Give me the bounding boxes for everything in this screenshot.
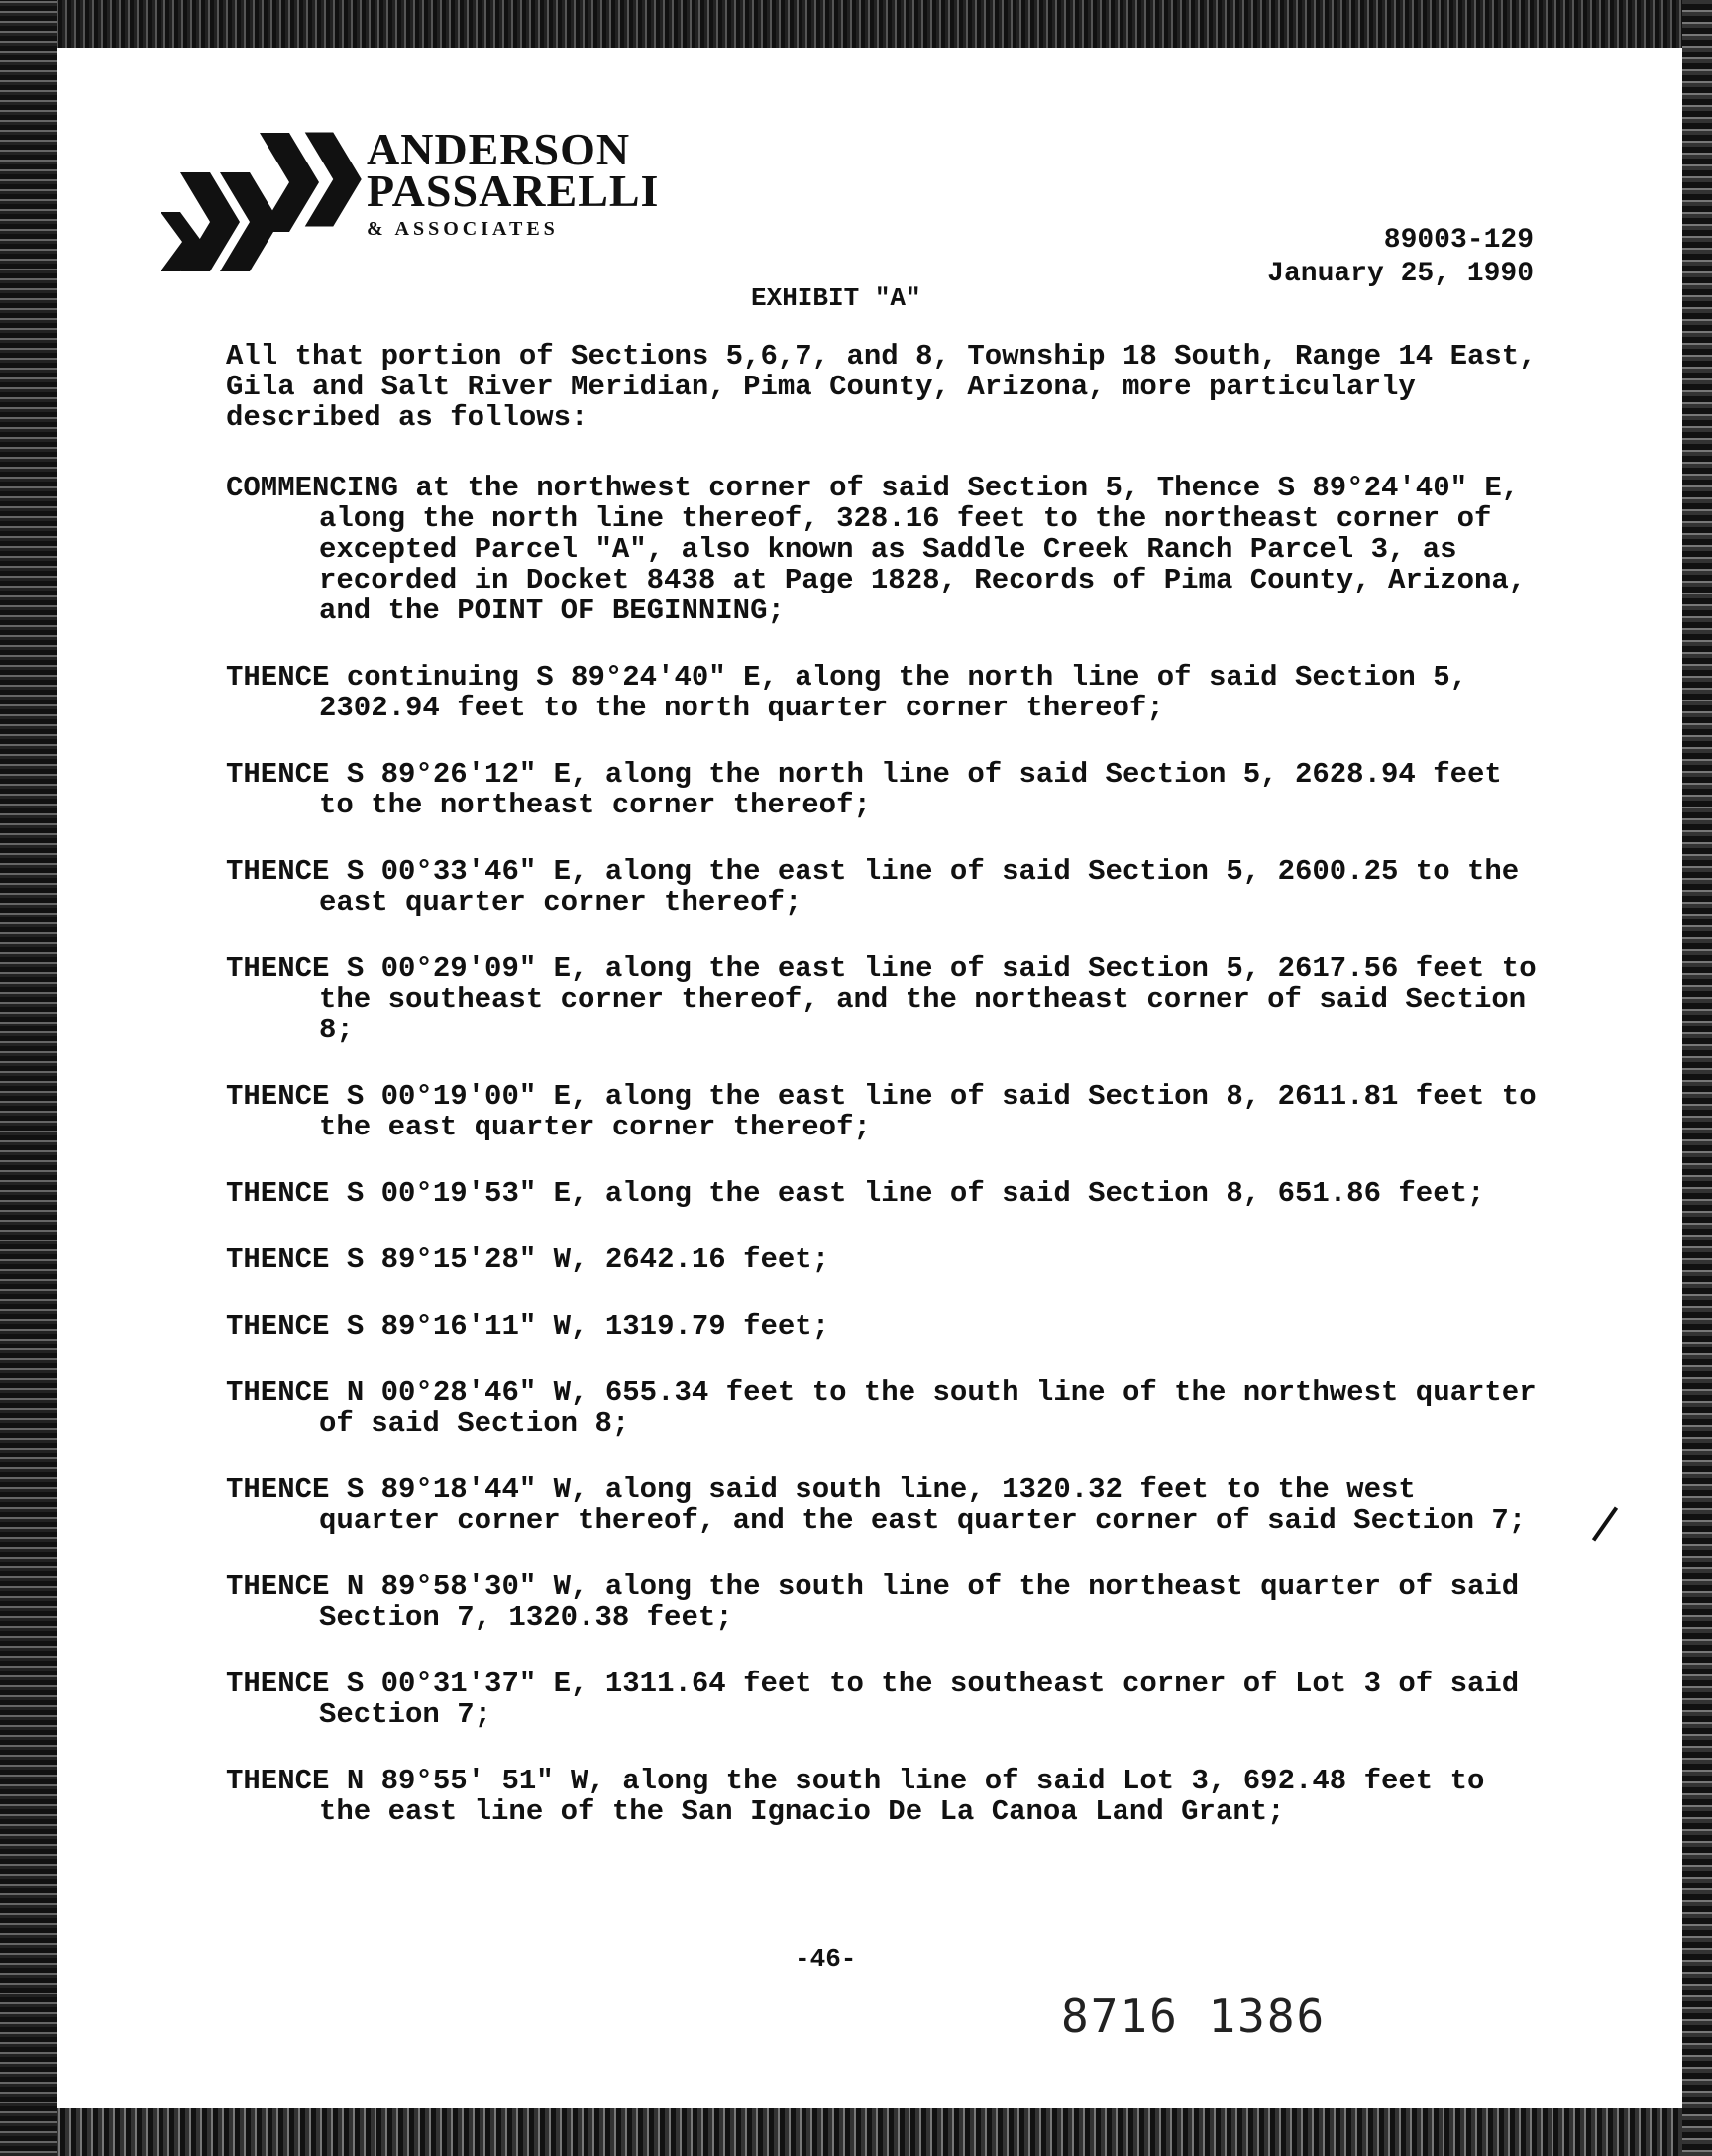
document-date: January 25, 1990 <box>1267 259 1534 289</box>
scan-border-top <box>0 0 1712 48</box>
logo-line-1: ANDERSON <box>367 124 631 174</box>
paragraph-thence-13: THENCE N 89°55' 51" W, along the south line of said Lot 3, 692.48 feet to the east line of the San Ignacio De La Canoa Land Grant; <box>226 1765 1485 1828</box>
pen-mark <box>1592 1506 1618 1541</box>
logo-line-3: & ASSOCIATES <box>367 218 559 240</box>
paragraph-thence-12: THENCE S 00°31'37" E, 1311.64 feet to the southeast corner of Lot 3 of said Section 7; <box>226 1668 1520 1731</box>
paragraph-thence-10: THENCE S 89°18'44" W, along said south line, 1320.32 feet to the west quarter corner thereof, and the east quarter corner of said Section 7; <box>226 1473 1527 1537</box>
legal-description <box>226 341 1544 1863</box>
exhibit-title: EXHIBIT "A" <box>751 283 921 313</box>
reference-number: 89003-129 <box>1383 225 1534 256</box>
scan-border-right <box>1682 0 1712 2156</box>
paragraph-thence-3: THENCE S 00°33'46" E, along the east line of said Section 5, 2600.25 to the east quarter corner thereof; <box>226 855 1520 918</box>
document-page <box>57 48 1682 2108</box>
logo-line-2: PASSARELLI <box>367 165 660 216</box>
logo-chevrons-icon <box>131 123 369 281</box>
paragraph-thence-9: THENCE N 00°28'46" W, 655.34 feet to the south line of the northwest quarter of said Section 8; <box>226 1376 1537 1440</box>
document-number: 8716 1386 <box>1061 1990 1327 2043</box>
paragraph-thence-1: THENCE continuing S 89°24'40" E, along the north line of said Section 5, 2302.94 feet to the north quarter corner thereof; <box>226 661 1468 724</box>
header-reference <box>1267 224 1534 291</box>
paragraph-thence-4: THENCE S 00°29'09" E, along the east line of said Section 5, 2617.56 feet to the southeast corner thereof, and the northeast corner of said Section 8; <box>226 952 1537 1046</box>
scan-border-bottom <box>0 2108 1712 2156</box>
paragraph-thence-8: THENCE S 89°16'11" W, 1319.79 feet; <box>226 1310 830 1343</box>
scan-border-left <box>0 0 57 2156</box>
paragraph-thence-7: THENCE S 89°15'28" W, 2642.16 feet; <box>226 1243 830 1276</box>
intro-paragraph: All that portion of Sections 5,6,7, and 8, Township 18 South, Range 14 East, Gila and Salt River Meridian, Pima County, Arizona, more particularly described as follows: <box>226 340 1537 434</box>
paragraph-thence-6: THENCE S 00°19'53" E, along the east line of said Section 8, 651.86 feet; <box>226 1177 1485 1210</box>
company-logo <box>131 123 666 281</box>
paragraph-commencing: COMMENCING at the northwest corner of said Section 5, Thence S 89°24'40" E, along the north line thereof, 328.16 feet to the northeast corner of excepted Parcel "A", also known as Saddle Creek Ranch Parcel 3, as recorded in Docket 8438 at Page 1828, Records of Pima County, Arizona, and the POINT OF BEGINNING; <box>226 472 1527 627</box>
paragraph-thence-11: THENCE N 89°58'30" W, along the south line of the northeast quarter of said Section 7, 1320.38 feet; <box>226 1570 1520 1634</box>
paragraph-thence-5: THENCE S 00°19'00" E, along the east line of said Section 8, 2611.81 feet to the east quarter corner thereof; <box>226 1080 1537 1143</box>
paragraph-thence-2: THENCE S 89°26'12" E, along the north line of said Section 5, 2628.94 feet to the northeast corner thereof; <box>226 758 1502 821</box>
page-number: -46- <box>795 1944 857 1974</box>
